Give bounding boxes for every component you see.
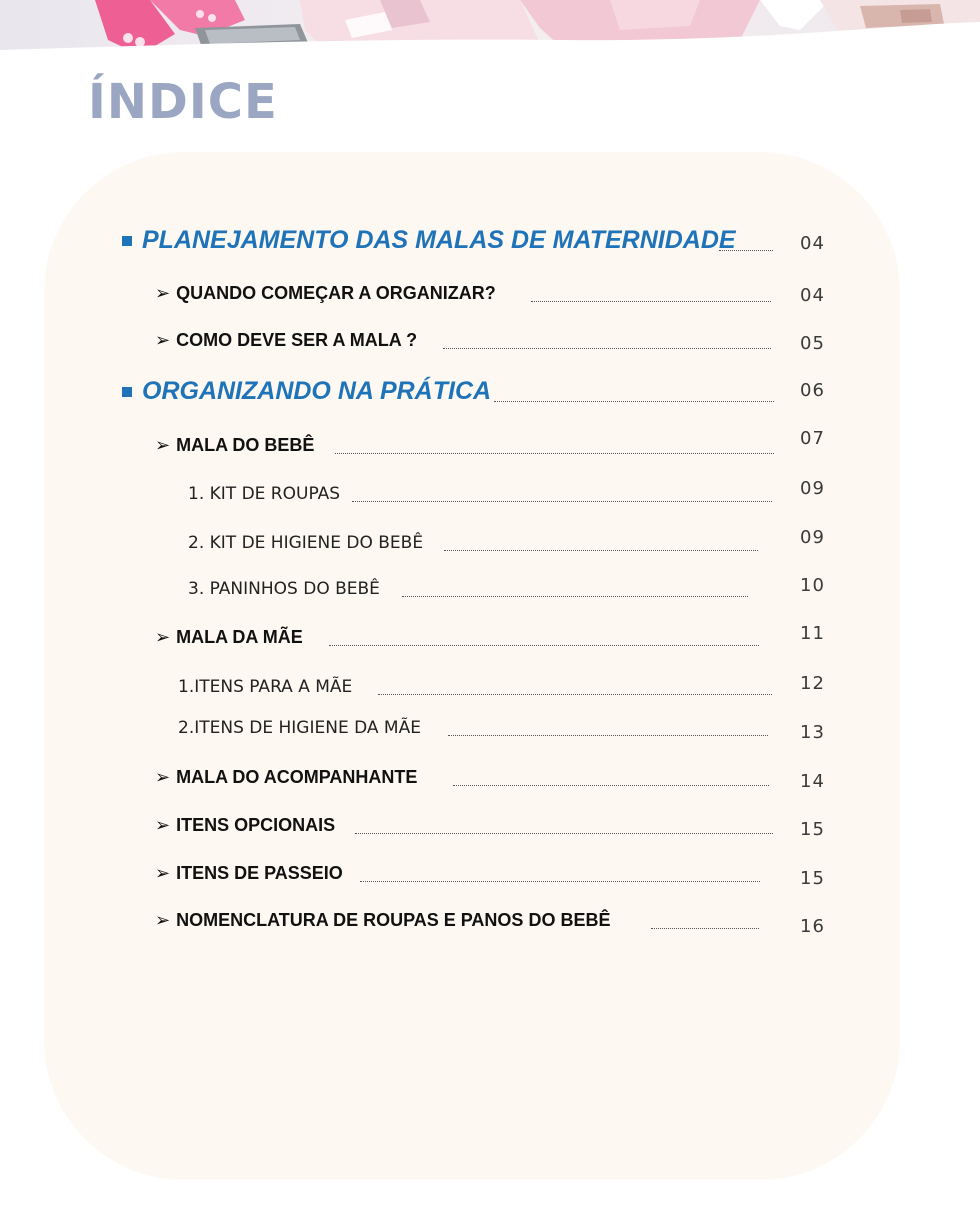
toc-item-label: 1. KIT DE ROUPAS: [188, 484, 341, 504]
toc-item-paninhos[interactable]: [188, 574, 825, 605]
toc-page-number: 04: [800, 285, 825, 306]
dot-leader: [719, 250, 773, 251]
dot-leader: [335, 453, 774, 454]
dot-leader: [531, 301, 771, 302]
arrowhead-right-icon: ➢: [155, 627, 171, 648]
toc-page-number: 16: [800, 916, 825, 937]
toc-page-number: 15: [800, 819, 825, 840]
dot-leader: [651, 928, 759, 929]
arrowhead-right-icon: ➢: [155, 910, 171, 931]
dot-leader: [329, 645, 759, 646]
toc-page-number: 14: [800, 771, 825, 792]
toc-page-number: 15: [800, 868, 825, 889]
toc-section-label: PLANEJAMENTO DAS MALAS DE MATERNIDADE: [142, 226, 736, 254]
toc-page-number: 10: [800, 575, 825, 596]
dot-leader: [355, 833, 773, 834]
toc-item-kit-roupas[interactable]: [188, 478, 825, 510]
dot-leader: [443, 348, 771, 349]
toc-subsection-nomenclatura[interactable]: [155, 905, 825, 937]
toc-item-higiene-mae[interactable]: [178, 713, 825, 744]
toc-item-itens-mae[interactable]: [178, 672, 825, 703]
dot-leader: [494, 401, 774, 402]
dot-leader: [448, 735, 768, 736]
toc-item-label: 3. PANINHOS DO BEBÊ: [188, 579, 380, 599]
toc-subsection-acompanhante[interactable]: [155, 762, 825, 794]
dot-leader: [352, 501, 772, 502]
arrowhead-right-icon: ➢: [155, 815, 171, 836]
arrowhead-right-icon: ➢: [155, 767, 171, 788]
toc-subsection-label: ITENS OPCIONAIS: [176, 815, 336, 835]
toc-subsection-label: QUANDO COMEÇAR A ORGANIZAR?: [176, 283, 496, 303]
toc-subsection-label: MALA DA MÃE: [176, 627, 303, 647]
toc-page-number: 12: [800, 673, 825, 694]
toc-page-number: 09: [800, 478, 825, 499]
toc-subsection-quando[interactable]: [155, 278, 825, 310]
dot-leader: [360, 881, 760, 882]
toc-page-number: 11: [800, 623, 825, 644]
toc-subsection-label: COMO DEVE SER A MALA ?: [176, 330, 418, 350]
dot-leader: [378, 694, 772, 695]
blue-square-bullet-icon: [122, 387, 132, 397]
toc-subsection-como[interactable]: [155, 325, 825, 357]
toc-subsection-label: MALA DO BEBÊ: [176, 435, 315, 455]
toc-item-label: 1.ITENS PARA A MÃE: [178, 677, 353, 697]
toc-subsection-label: NOMENCLATURA DE ROUPAS E PANOS DO BEBÊ: [176, 910, 611, 930]
toc-section-label: ORGANIZANDO NA PRÁTICA: [142, 377, 492, 405]
arrowhead-right-icon: ➢: [155, 863, 171, 884]
dot-leader: [402, 596, 748, 597]
toc-page-number: 07: [800, 428, 825, 449]
toc-subsection-mala-bebe[interactable]: [155, 428, 825, 462]
toc-section-planejamento[interactable]: [122, 225, 825, 259]
toc-subsection-opcionais[interactable]: [155, 810, 825, 842]
toc-page-number: 05: [800, 333, 825, 354]
toc-subsection-label: ITENS DE PASSEIO: [176, 863, 343, 883]
toc-page-number: 09: [800, 527, 825, 548]
toc-item-label: 2. KIT DE HIGIENE DO BEBÊ: [188, 533, 424, 553]
arrowhead-right-icon: ➢: [155, 330, 171, 351]
arrowhead-right-icon: ➢: [155, 283, 171, 304]
toc-page-number: 06: [800, 380, 825, 401]
toc-subsection-passeio[interactable]: [155, 858, 825, 890]
page-title: ÍNDICE: [88, 74, 278, 130]
toc-page-number: 04: [800, 233, 825, 254]
dot-leader: [453, 785, 769, 786]
toc-subsection-mala-mae[interactable]: [155, 622, 825, 654]
dot-leader: [444, 550, 758, 551]
toc-item-label: 2.ITENS DE HIGIENE DA MÃE: [178, 718, 421, 738]
blue-square-bullet-icon: [122, 236, 132, 246]
toc-subsection-label: MALA DO ACOMPANHANTE: [176, 767, 418, 787]
arrowhead-right-icon: ➢: [155, 435, 171, 456]
toc-page-number: 13: [800, 722, 825, 743]
toc-item-kit-higiene-bebe[interactable]: [188, 527, 825, 559]
toc-section-organizando[interactable]: [122, 376, 825, 410]
